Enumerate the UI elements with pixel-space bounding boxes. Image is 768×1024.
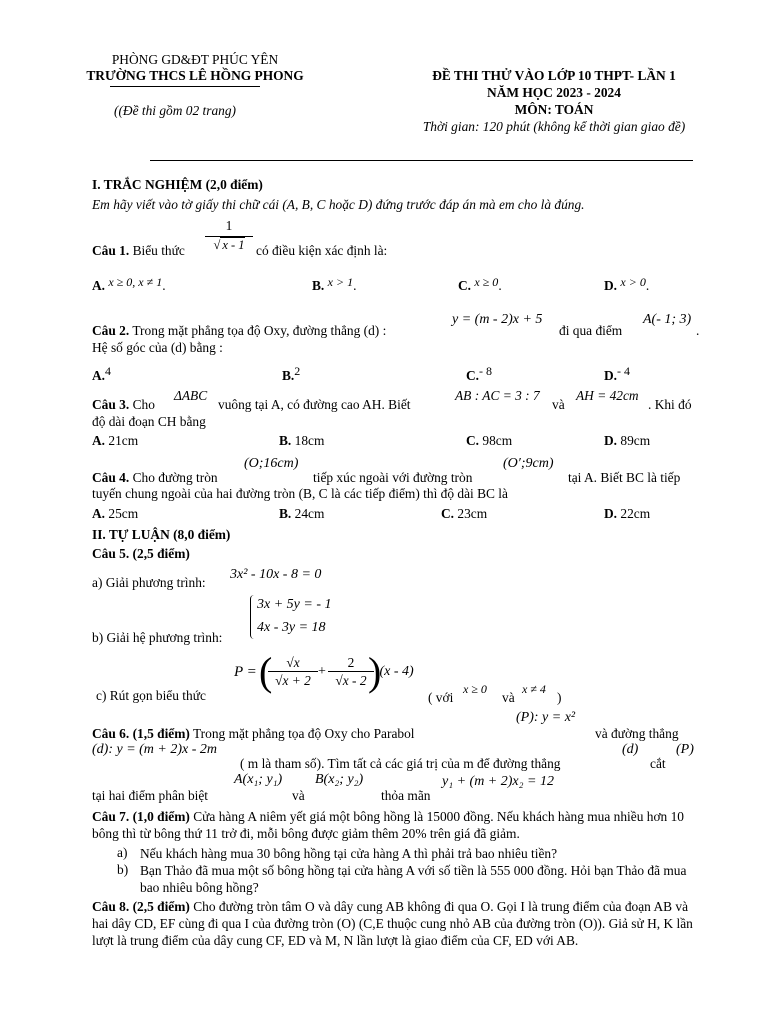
- q1-stem: [92, 243, 185, 259]
- q2-option-b-value: 2: [294, 364, 301, 378]
- q5-a-equation: 3x² - 10x - 8 = 0: [230, 567, 322, 582]
- q6-stem: [92, 726, 415, 742]
- q4-stem: [92, 470, 218, 486]
- q5-title: Câu 5. (2,5 điểm): [92, 546, 190, 561]
- q1-frac-den: √ x - 1: [205, 236, 253, 253]
- q1-option-a-letter: A.: [92, 278, 106, 293]
- q4-option-a-value: 25cm: [108, 506, 139, 521]
- q2-equation: y = (m - 2)x + 5: [452, 312, 543, 327]
- q2-label: Câu 2.: [92, 323, 130, 338]
- q3-option-a-value: 21cm: [108, 433, 139, 448]
- q6-parabola: (P): y = x²: [516, 710, 576, 725]
- q2-option-d-letter: D.: [604, 368, 618, 383]
- q7-label: Câu 7.: [92, 809, 130, 824]
- q6-text5: tại hai điểm phân biệt: [92, 788, 209, 803]
- q1-frac-num: 1: [225, 218, 233, 233]
- q1-label: Câu 1.: [92, 243, 130, 258]
- q5-c-cond-and: và: [502, 690, 515, 705]
- q6-point-a: A(x₁; y₁): [234, 772, 283, 787]
- q4-circle1: (O;16cm): [244, 456, 299, 471]
- q7-item-b-text: Bạn Thảo đã mua một số bông hồng tại cửa hàng A với số tiền là 555 000 đồng. Hỏi bạn Thảo đã mua bao nhiêu bông hồng?: [140, 863, 687, 895]
- q3-option-b: [279, 433, 324, 449]
- q5-b-eq2: 4x - 3y = 18: [257, 620, 326, 635]
- q3-triangle: ΔABC: [174, 388, 208, 403]
- q5-c-text: c) Rút gọn biểu thức: [96, 688, 206, 703]
- q4-text2: tiếp xúc ngoài với đường tròn: [313, 470, 473, 485]
- q6-text3: ( m là tham số). Tìm tất cả các giá trị của m để đường thẳng: [240, 756, 561, 771]
- q6-line-eq: (d): y = (m + 2)x - 2m: [92, 742, 218, 757]
- q1-option-a-end: .: [162, 278, 166, 293]
- q3-option-d-letter: D.: [604, 433, 618, 448]
- q1-option-b: [312, 275, 357, 294]
- school-name: TRƯỜNG THCS LÊ HỒNG PHONG: [86, 68, 304, 83]
- q4-option-b-value: 24cm: [294, 506, 325, 521]
- q1-option-b-letter: B.: [312, 278, 325, 293]
- q1-option-d-letter: D.: [604, 278, 618, 293]
- duration: Thời gian: 120 phút (không kể thời gian giao đề): [422, 119, 686, 134]
- q5-c-cond-close: ): [557, 690, 562, 705]
- q2-option-c-letter: C.: [466, 368, 480, 383]
- q1-option-c: [458, 275, 502, 294]
- part1-title: I. TRẮC NGHIỆM (2,0 điểm): [92, 177, 263, 192]
- q6-text4: cắt: [650, 756, 666, 771]
- q5-b-text: b) Giải hệ phương trình:: [92, 630, 223, 645]
- q3-text1: Cho: [132, 397, 155, 412]
- q2-text2: đi qua điểm: [559, 323, 623, 338]
- q4-option-b: [279, 506, 324, 522]
- q3-label: Câu 3.: [92, 397, 130, 412]
- q2-text1: Trong mặt phẳng tọa độ Oxy, đường thẳng (d) :: [132, 323, 387, 338]
- q5-c-cond2: x ≠ 4: [522, 682, 546, 696]
- q4-label: Câu 4.: [92, 470, 130, 485]
- q2-point: A(- 1; 3): [643, 312, 692, 327]
- q2-stem: [92, 323, 386, 339]
- pages-note: ((Đề thi gồm 02 trang): [114, 103, 236, 118]
- q4-text3: tại A. Biết BC là tiếp: [568, 470, 681, 485]
- q2-end: .: [696, 323, 700, 338]
- q6-text2: và đường thẳng: [595, 726, 679, 741]
- q3-text4: . Khi đó: [648, 397, 692, 412]
- q7-points: (1,0 điểm): [132, 809, 190, 824]
- q4-option-d: [604, 506, 650, 522]
- q1-option-c-value: x ≥ 0: [474, 275, 499, 289]
- q1-option-d: [604, 275, 650, 294]
- q5-c-plus: +: [318, 664, 326, 679]
- q4-text1: Cho đường tròn: [132, 470, 218, 485]
- q4-circle2: (O′;9cm): [503, 456, 554, 471]
- q3-text3: và: [552, 397, 565, 412]
- q5-c-frac1-den: √x + 2: [268, 671, 318, 690]
- q3-text2: vuông tại A, có đường cao AH. Biết: [218, 397, 411, 412]
- q8-stem: [92, 898, 702, 949]
- school-year: NĂM HỌC 2023 - 2024: [487, 85, 621, 100]
- q3-option-a: [92, 433, 138, 449]
- q5-c-frac1: [268, 654, 318, 690]
- q3-ah: AH = 42cm: [576, 388, 639, 403]
- q3-line2: độ dài đoạn CH bằng: [92, 414, 206, 429]
- q3-option-d-value: 89cm: [620, 433, 651, 448]
- q5-c-frac1-num: √x: [286, 655, 300, 670]
- q6-condition: y₁ + (m + 2)x₂ = 12: [442, 774, 554, 789]
- subject: MÔN: TOÁN: [514, 102, 594, 117]
- q4-line2: tuyến chung ngoài của hai đường tròn (B, C là các tiếp điểm) thì độ dài BC là: [92, 486, 508, 501]
- q3-ratio: AB : AC = 3 : 7: [455, 388, 540, 403]
- q6-point-b: B(x₂; y₂): [315, 772, 364, 787]
- school-underline: [110, 86, 260, 87]
- q1-fraction: [205, 218, 253, 253]
- q2-option-b: [282, 364, 301, 384]
- q1-option-b-value: x > 1: [327, 275, 354, 289]
- q6-text6: thỏa mãn: [381, 788, 431, 803]
- q8-text: Cho đường tròn tâm O và dây cung AB không đi qua O. Gọi I là trung điểm của đoạn AB và hai dây CD, EF cùng đi qua I của đường tròn (O) (C,E thuộc cung nhỏ AB của đường tròn (O)). Giả sử H, K lần lượt là trung điểm của dây cung CF, ED và M, N lần lượt là giao điểm của CF, ED với AB.: [92, 899, 693, 948]
- q4-option-a-letter: A.: [92, 506, 106, 521]
- system-brace: [250, 595, 254, 639]
- q7-item-a-text: Nếu khách hàng mua 30 bông hồng tại cửa hàng A thì phải trả bao nhiêu tiền?: [140, 846, 558, 861]
- q3-option-b-value: 18cm: [294, 433, 325, 448]
- q4-option-c: [441, 506, 487, 522]
- q3-option-b-letter: B.: [279, 433, 292, 448]
- q2-option-a: [92, 364, 112, 384]
- q2-option-a-letter: A.: [92, 368, 106, 383]
- part1-instruction: Em hãy viết vào tờ giấy thi chữ cái (A, B, C hoặc D) đứng trước đáp án mà em cho là đúng.: [92, 197, 585, 212]
- q6-text1: Trong mặt phẳng tọa độ Oxy cho Parabol: [192, 726, 415, 741]
- q3-option-a-letter: A.: [92, 433, 106, 448]
- q5-c-tail: .(x - 4): [376, 664, 414, 679]
- q4-option-b-letter: B.: [279, 506, 292, 521]
- q6-d: (d): [622, 742, 639, 757]
- q1-option-d-value: x > 0: [620, 275, 646, 289]
- q5-b-eq1: 3x + 5y = - 1: [257, 597, 332, 612]
- q2-option-c-value: - 8: [479, 364, 493, 378]
- q1-option-a-value: x ≥ 0, x ≠ 1: [108, 275, 163, 289]
- q2-option-b-letter: B.: [282, 368, 295, 383]
- part2-title: II. TỰ LUẬN (8,0 điểm): [92, 527, 231, 542]
- q6-p: (P): [676, 742, 694, 757]
- department-name: PHÒNG GD&ĐT PHÚC YÊN: [111, 52, 279, 67]
- q5-c-frac2-num: 2: [347, 655, 355, 670]
- q1-frac-den-text: x - 1: [222, 238, 245, 252]
- q1-option-c-letter: C.: [458, 278, 472, 293]
- q8-points: (2,5 điểm): [132, 899, 190, 914]
- q5-c-right-paren: ): [368, 649, 382, 694]
- q4-option-c-value: 23cm: [457, 506, 488, 521]
- q7-item-a-marker: a): [117, 845, 128, 860]
- q5-a-text: a) Giải phương trình:: [92, 575, 206, 590]
- q5-c-cond-open: ( với: [428, 690, 454, 705]
- q1-option-a: [92, 275, 166, 294]
- q5-c-p: P =: [234, 664, 257, 680]
- q2-option-d-value: - 4: [617, 364, 631, 378]
- q3-option-c-letter: C.: [466, 433, 480, 448]
- q3-option-c-value: 98cm: [482, 433, 513, 448]
- q3-stem: [92, 397, 155, 413]
- q3-option-d: [604, 433, 650, 449]
- q4-option-a: [92, 506, 138, 522]
- q2-option-c: [466, 364, 493, 384]
- q1-text-before: Biểu thức: [132, 243, 185, 258]
- exam-title: ĐỀ THI THỬ VÀO LỚP 10 THPT- LẦN 1: [432, 68, 676, 83]
- q7-text: Cửa hàng A niêm yết giá một bông hồng là 15000 đồng. Nếu khách hàng mua nhiều hơn 10 bông thì từ bông thứ 11 trở đi, mỗi bông được giảm thêm 20% trên giá đã giảm.: [92, 809, 684, 841]
- q2-option-d: [604, 364, 631, 384]
- q6-points: (1,5 điểm): [132, 726, 190, 741]
- q5-c-left-paren: (: [259, 649, 273, 694]
- q1-option-c-end: .: [498, 278, 502, 293]
- header-divider: [150, 160, 693, 161]
- q1-option-d-end: .: [645, 278, 650, 293]
- q1-option-b-end: .: [353, 278, 357, 293]
- q7-stem: [92, 808, 702, 842]
- q7-item-b-marker: b): [117, 862, 129, 877]
- q2-option-a-value: 4: [105, 364, 112, 378]
- q1-text-after: có điều kiện xác định là:: [256, 243, 388, 258]
- q8-label: Câu 8.: [92, 899, 130, 914]
- q5-c-cond1: x ≥ 0: [463, 682, 487, 696]
- q2-line2: Hệ số góc của (d) bằng :: [92, 340, 223, 355]
- q4-option-c-letter: C.: [441, 506, 455, 521]
- q4-option-d-value: 22cm: [620, 506, 651, 521]
- q4-option-d-letter: D.: [604, 506, 618, 521]
- q6-label: Câu 6.: [92, 726, 130, 741]
- q3-option-c: [466, 433, 512, 449]
- q5-c-frac2-den: √x - 2: [328, 671, 374, 690]
- q6-and: và: [292, 788, 305, 803]
